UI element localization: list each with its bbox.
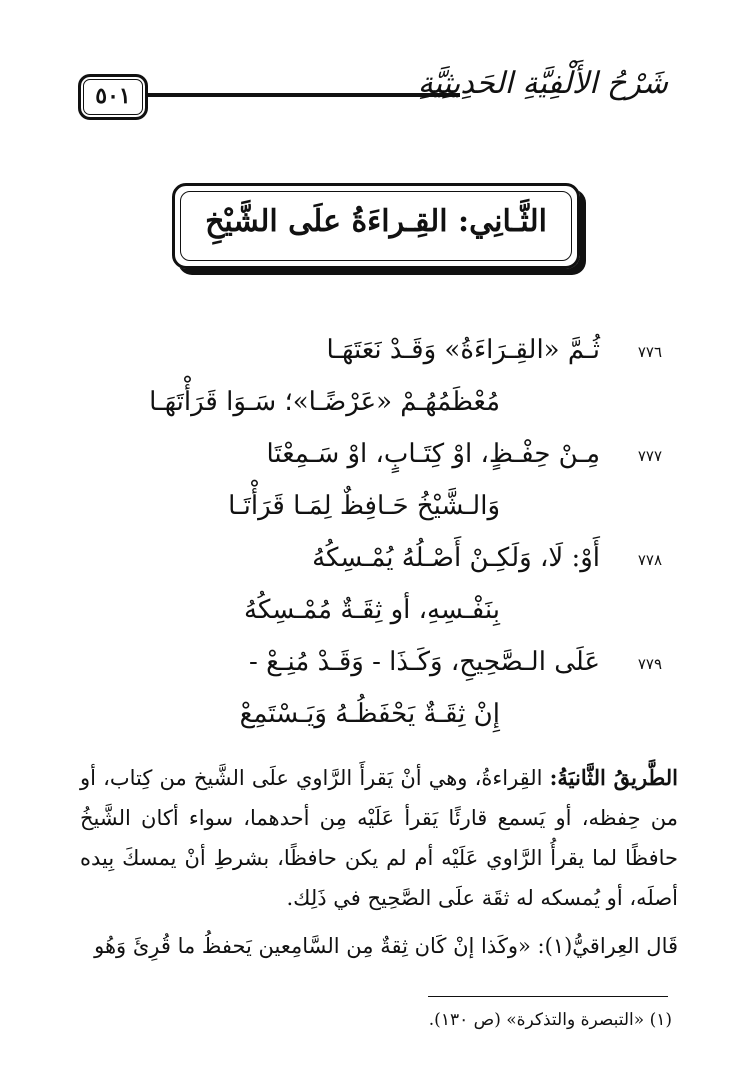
verse-number: ٧٧٨ xyxy=(637,551,662,569)
verse-second-hemistich: مُعْظَمُهُـمْ «عَرْضًـا»؛ سَـوَا قَرَأْتَهَـا xyxy=(149,387,500,417)
verse-first-hemistich: عَلَى الـصَّحِيحِ، وَكَـذَا - وَقَـدْ مُنِـعْ - xyxy=(249,647,600,677)
verse-line xyxy=(130,647,662,699)
page-number-box xyxy=(78,74,148,120)
verse-number: ٧٧٧ xyxy=(637,447,662,465)
section-title: الثَّـانِي: القِـراءَةُ علَى الشَّيْخِ xyxy=(205,204,547,239)
paragraph-lead: الطَّريقُ الثَّانيَةُ: xyxy=(549,765,678,790)
verse-number: ٧٧٩ xyxy=(637,655,662,673)
commentary-text xyxy=(80,758,678,974)
paragraph-body: القِراءةُ، وهي أنْ يَقرأَ الرَّاوي علَى الشَّيخ من كِتاب، أو من حِفظه، أو يَسمع قارئًا يَقرأ عَلَيْه مِن أحدهما، سواء أكان الشَّيخُ حافظًا لما يقرأُ الرَّاوي عَلَيْه أم لم يكن حافظًا، بشرطِ أنْ يمسكَ بِيده أصلَه، أو يُمسكه له ثقَة علَى الصَّحِيح في ذَلِك. xyxy=(80,766,678,910)
section-heading-box xyxy=(172,183,580,269)
verse-second-hemistich: إِنْ ثِقَـةٌ يَحْفَظُـهُ وَيَـسْتَمِعْ xyxy=(239,699,500,729)
verse-first-hemistich: مِـنْ حِفْـظٍ، اوْ كِتَـابٍ، اوْ سَـمِعْتَا xyxy=(266,439,600,469)
verse-block xyxy=(130,335,662,751)
verse-line xyxy=(130,543,662,595)
commentary-paragraph: قَال العِراقيُّ(١): «وكَذا إنْ كَان ثِقةٌ مِن السَّامِعين يَحفظُ ما قُرِئَ وَهُو xyxy=(94,934,678,958)
book-title: شَرْحُ الأَلْفِيَّةِ الحَدِيثِيَّةِ xyxy=(417,66,668,101)
verse-line xyxy=(130,595,600,647)
verse-line xyxy=(130,491,600,543)
verse-first-hemistich: أَوْ: لَا، وَلَكِـنْ أَصْـلُهُ يُمْـسِكُهُ xyxy=(312,543,600,573)
verse-number: ٧٧٦ xyxy=(637,343,662,361)
footnote-separator xyxy=(428,996,668,997)
verse-second-hemistich: بِنَفْـسِهِ، أو ثِقَـةٌ مُمْـسِكُهُ xyxy=(244,595,500,625)
page-header xyxy=(0,0,736,130)
footnote: (١) «التبصرة والتذكرة» (ص ١٣٠). xyxy=(428,1010,672,1030)
verse-line xyxy=(130,439,662,491)
verse-second-hemistich: وَالـشَّيْخُ حَـافِظٌ لِمَـا قَرَأْتَـا xyxy=(228,491,500,521)
page-number: ٥٠١ xyxy=(95,83,131,109)
commentary-paragraph xyxy=(80,758,678,918)
verse-first-hemistich: ثُـمَّ «القِـرَاءَةُ» وَقَـدْ نَعَتَهَـا xyxy=(326,335,600,365)
verse-line xyxy=(130,387,600,439)
verse-line xyxy=(130,699,600,751)
verse-line xyxy=(130,335,662,387)
